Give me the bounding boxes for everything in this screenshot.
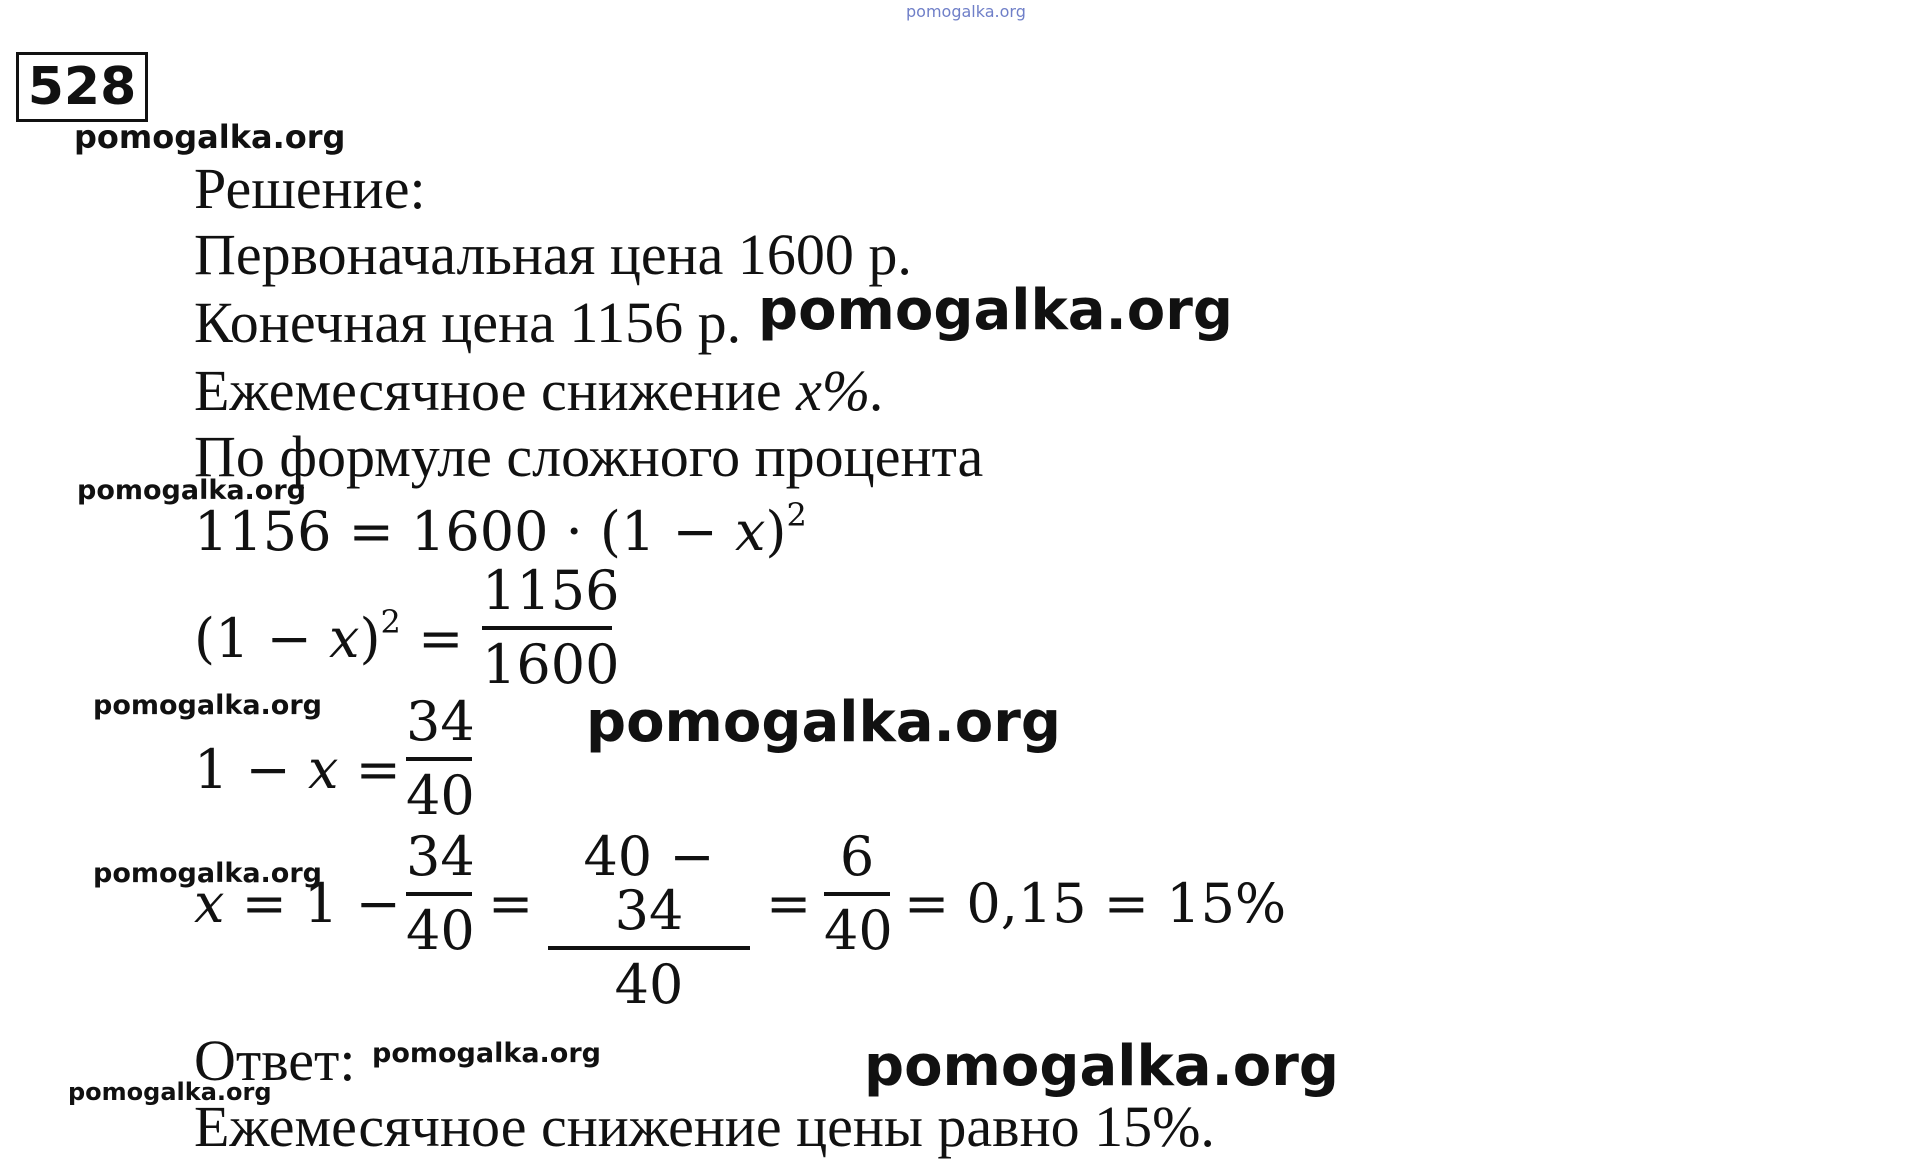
eq4-fraction-2 <box>548 825 750 1016</box>
equation-3 <box>194 738 401 801</box>
answer-label: Ответ: <box>194 1028 356 1093</box>
fraction-bar <box>406 757 472 761</box>
eq4-f3-numerator: 6 <box>839 825 875 888</box>
initial-price: Первоначальная цена 1600 р. <box>194 222 912 287</box>
problem-number: 528 <box>16 52 148 122</box>
monthly-decrease-var: x%. <box>796 358 885 423</box>
eq4-f2-numerator: 40 − 34 <box>583 825 715 942</box>
eq4-equals-b: = <box>766 872 812 935</box>
watermark: pomogalka.org <box>74 118 346 156</box>
watermark: pomogalka.org <box>864 1034 1339 1099</box>
monthly-decrease-prefix: Ежемесячное снижение <box>194 358 782 423</box>
header-watermark: pomogalka.org <box>906 2 1026 21</box>
monthly-decrease <box>194 358 885 423</box>
eq3-numerator: 34 <box>406 690 475 753</box>
eq1-rhs: ) <box>765 500 787 563</box>
eq4-fraction-1 <box>406 825 475 962</box>
eq2-lhs: (1 − <box>194 607 329 670</box>
equation-4-start <box>194 872 401 935</box>
eq2-fraction <box>482 559 620 696</box>
watermark: pomogalka.org <box>77 475 306 506</box>
eq3-var: x <box>307 738 339 801</box>
eq2-mid: ) <box>359 607 381 670</box>
eq2-denominator: 1600 <box>482 633 620 696</box>
eq4-f1-denominator: 40 <box>406 899 475 962</box>
watermark: pomogalka.org <box>93 690 322 721</box>
eq2-numerator: 1156 <box>482 559 620 622</box>
watermark: pomogalka.org <box>586 690 1061 755</box>
fraction-bar <box>548 946 750 950</box>
eq1-exponent: 2 <box>786 496 807 534</box>
eq2-exponent: 2 <box>380 603 401 641</box>
eq3-denominator: 40 <box>406 764 475 827</box>
watermark: pomogalka.org <box>758 278 1233 343</box>
eq4-var: x <box>194 872 225 935</box>
formula-intro: По формуле сложного процента <box>194 424 984 489</box>
fraction-bar <box>482 626 612 630</box>
equation-2 <box>194 603 464 670</box>
eq4-fraction-3 <box>824 825 893 962</box>
eq3-fraction <box>406 690 475 827</box>
eq3-lhs: 1 − <box>194 738 308 801</box>
eq4-tail: = 0,15 = 15% <box>904 872 1287 935</box>
eq4-part1: = 1 − <box>224 872 401 935</box>
eq2-var: x <box>329 607 360 670</box>
eq1-lhs: 1156 = 1600 · (1 − <box>194 500 735 563</box>
solution-heading: Решение: <box>194 156 426 221</box>
eq4-f1-numerator: 34 <box>406 825 475 888</box>
final-price: Конечная цена 1156 р. <box>194 290 742 355</box>
watermark: pomogalka.org <box>372 1038 601 1069</box>
fraction-bar <box>824 892 890 896</box>
fraction-bar <box>406 892 472 896</box>
eq3-equals: = <box>338 738 401 801</box>
watermark: pomogalka.org <box>68 1078 272 1106</box>
equation-1 <box>194 496 807 563</box>
eq1-var: x <box>734 500 766 563</box>
answer-text: Ежемесячное снижение цены равно 15%. <box>194 1094 1215 1159</box>
eq4-equals-a: = <box>488 872 534 935</box>
eq4-f2-denominator: 40 <box>614 953 684 1016</box>
eq4-f3-denominator: 40 <box>824 899 893 962</box>
watermark: pomogalka.org <box>93 858 322 889</box>
eq2-equals: = <box>400 607 464 670</box>
